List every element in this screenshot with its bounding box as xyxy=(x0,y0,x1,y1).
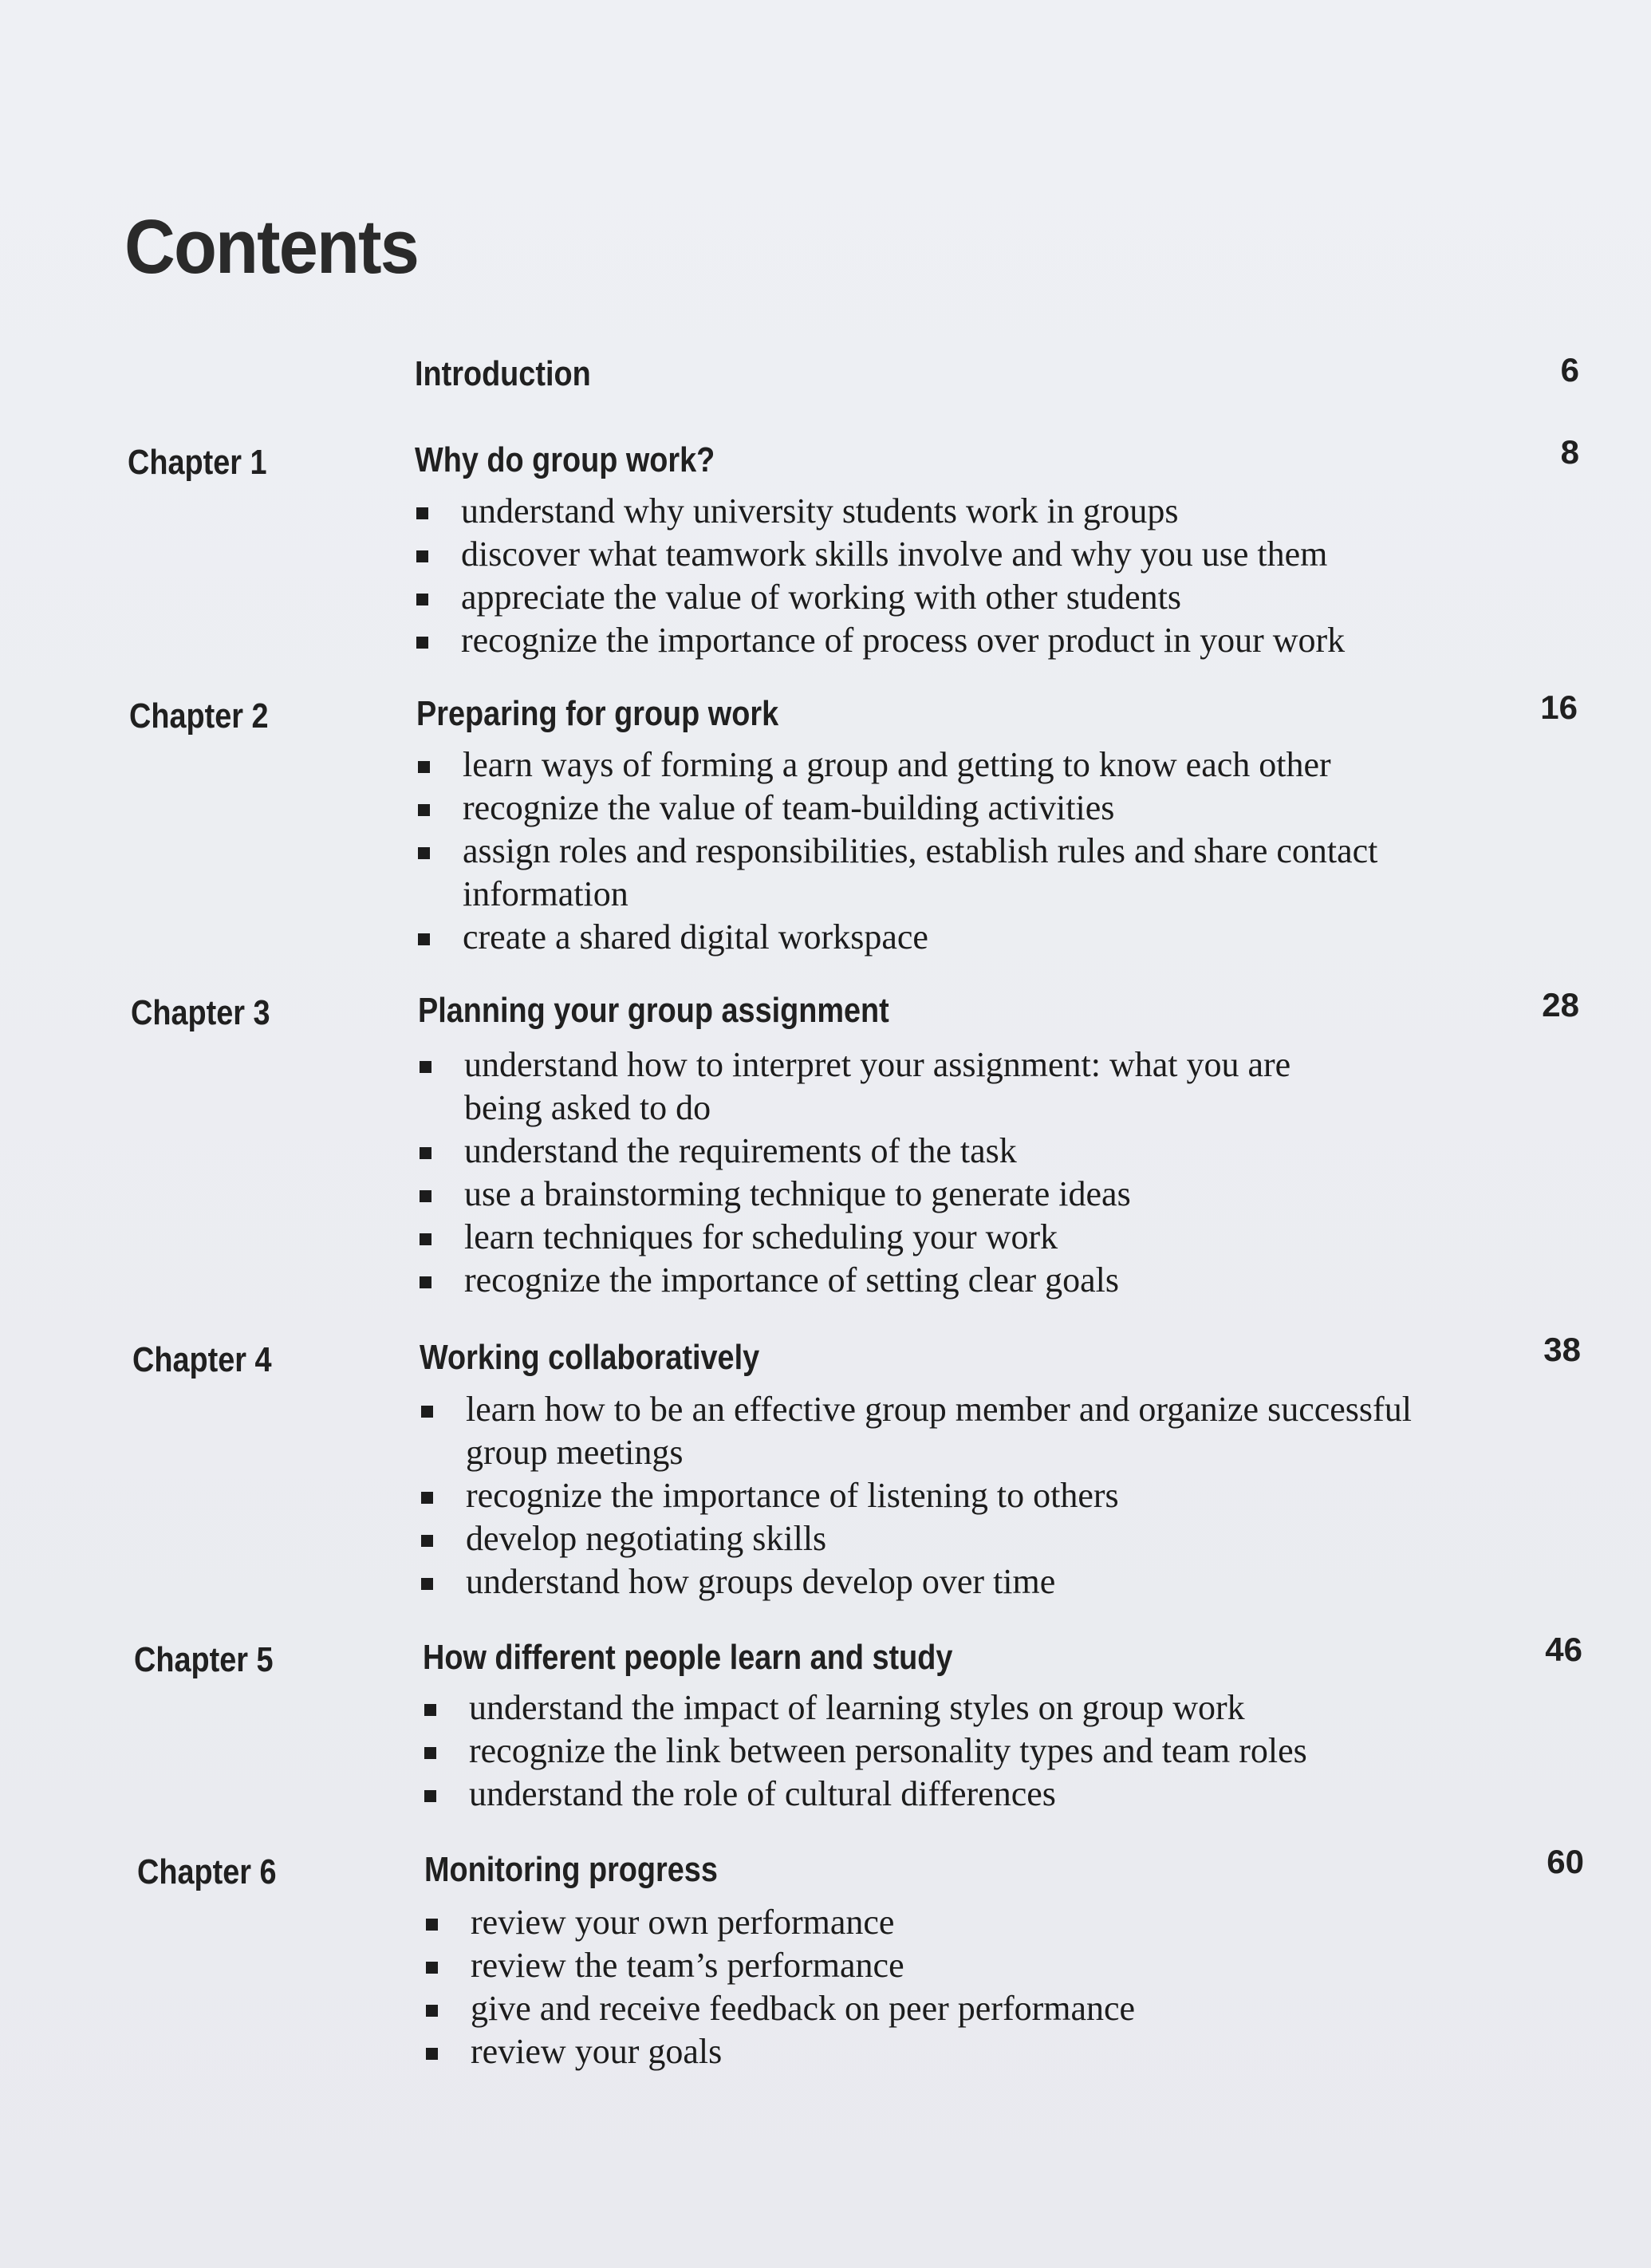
bullet-square-icon xyxy=(426,2005,438,2017)
entry-page-number: 8 xyxy=(1560,433,1579,471)
list-item: review your own performance xyxy=(421,1901,1458,1944)
bullet-square-icon xyxy=(421,1578,433,1590)
list-item: appreciate the value of working with other students xyxy=(412,576,1544,619)
list-item: give and receive feedback on peer performance xyxy=(421,1987,1458,2030)
list-item: recognize the importance of process over product in your work xyxy=(412,619,1544,662)
objectives-list xyxy=(413,744,1450,959)
entry-page-number: 46 xyxy=(1545,1631,1582,1668)
bullet-square-icon xyxy=(416,550,428,562)
chapter-label: Chapter 4 xyxy=(132,1340,272,1379)
chapter-label: Chapter 3 xyxy=(131,993,270,1032)
list-item: understand the requirements of the task xyxy=(415,1130,1308,1173)
list-item: use a brainstorming technique to generate ideas xyxy=(415,1173,1308,1216)
entry-page-number: 38 xyxy=(1543,1331,1581,1368)
bullet-square-icon xyxy=(420,1061,431,1073)
bullet-square-icon xyxy=(421,1492,433,1504)
bullet-square-icon xyxy=(424,1747,436,1759)
entry-title: Why do group work? xyxy=(415,440,715,479)
bullet-square-icon xyxy=(426,1919,438,1931)
page-title: Contents xyxy=(124,204,418,290)
chapter-label: Chapter 1 xyxy=(128,443,267,482)
bullet-square-icon xyxy=(418,933,430,945)
entry-title: Working collaboratively xyxy=(420,1338,760,1377)
bullet-square-icon xyxy=(421,1535,433,1547)
entry-title: Preparing for group work xyxy=(416,694,779,733)
objectives-list xyxy=(421,1901,1458,2073)
list-item: review the team’s performance xyxy=(421,1944,1458,1987)
bullet-square-icon xyxy=(424,1704,436,1716)
objectives-list xyxy=(416,1388,1413,1603)
list-item: recognize the importance of setting clear goals xyxy=(415,1259,1308,1302)
chapter-label: Chapter 6 xyxy=(137,1852,277,1891)
chapter-label: Chapter 5 xyxy=(134,1640,274,1679)
bullet-square-icon xyxy=(426,1962,438,1974)
bullet-square-icon xyxy=(416,507,428,519)
objectives-list xyxy=(420,1686,1536,1816)
entry-page-number: 16 xyxy=(1540,688,1578,726)
bullet-square-icon xyxy=(416,594,428,605)
entry-page-number: 28 xyxy=(1542,986,1579,1024)
entry-page-number: 6 xyxy=(1560,351,1579,389)
objectives-list xyxy=(412,490,1544,662)
list-item: understand the impact of learning styles on group work xyxy=(420,1686,1536,1730)
bullet-square-icon xyxy=(418,847,430,859)
bullet-square-icon xyxy=(420,1147,431,1159)
list-item: recognize the value of team-building activities xyxy=(413,787,1450,830)
list-item: assign roles and responsibilities, establish rules and share contact information xyxy=(413,830,1450,916)
entry-title: Introduction xyxy=(415,354,591,393)
entry-title: How different people learn and study xyxy=(423,1638,953,1677)
entry-title: Planning your group assignment xyxy=(418,991,889,1030)
list-item: learn techniques for scheduling your work xyxy=(415,1216,1308,1259)
bullet-square-icon xyxy=(416,637,428,649)
bullet-square-icon xyxy=(420,1276,431,1288)
list-item: recognize the link between personality types and team roles xyxy=(420,1730,1536,1773)
list-item: recognize the importance of listening to others xyxy=(416,1474,1413,1517)
bullet-square-icon xyxy=(420,1190,431,1202)
bullet-square-icon xyxy=(418,761,430,773)
bullet-square-icon xyxy=(421,1406,433,1418)
entry-page-number: 60 xyxy=(1547,1843,1584,1880)
list-item: learn how to be an effective group member and organize successful group meetings xyxy=(416,1388,1413,1474)
list-item: understand why university students work in groups xyxy=(412,490,1544,533)
list-item: develop negotiating skills xyxy=(416,1517,1413,1560)
list-item: review your goals xyxy=(421,2030,1458,2073)
bullet-square-icon xyxy=(420,1233,431,1245)
list-item: create a shared digital workspace xyxy=(413,916,1450,959)
list-item: understand how groups develop over time xyxy=(416,1560,1413,1603)
list-item: understand how to interpret your assignment: what you are being asked to do xyxy=(415,1043,1308,1130)
list-item: learn ways of forming a group and getting to know each other xyxy=(413,744,1450,787)
chapter-label: Chapter 2 xyxy=(129,696,269,736)
list-item: understand the role of cultural differences xyxy=(420,1773,1536,1816)
bullet-square-icon xyxy=(426,2048,438,2060)
entry-title: Monitoring progress xyxy=(424,1850,718,1889)
objectives-list xyxy=(415,1043,1308,1302)
bullet-square-icon xyxy=(424,1790,436,1802)
bullet-square-icon xyxy=(418,804,430,816)
list-item: discover what teamwork skills involve and why you use them xyxy=(412,533,1544,576)
